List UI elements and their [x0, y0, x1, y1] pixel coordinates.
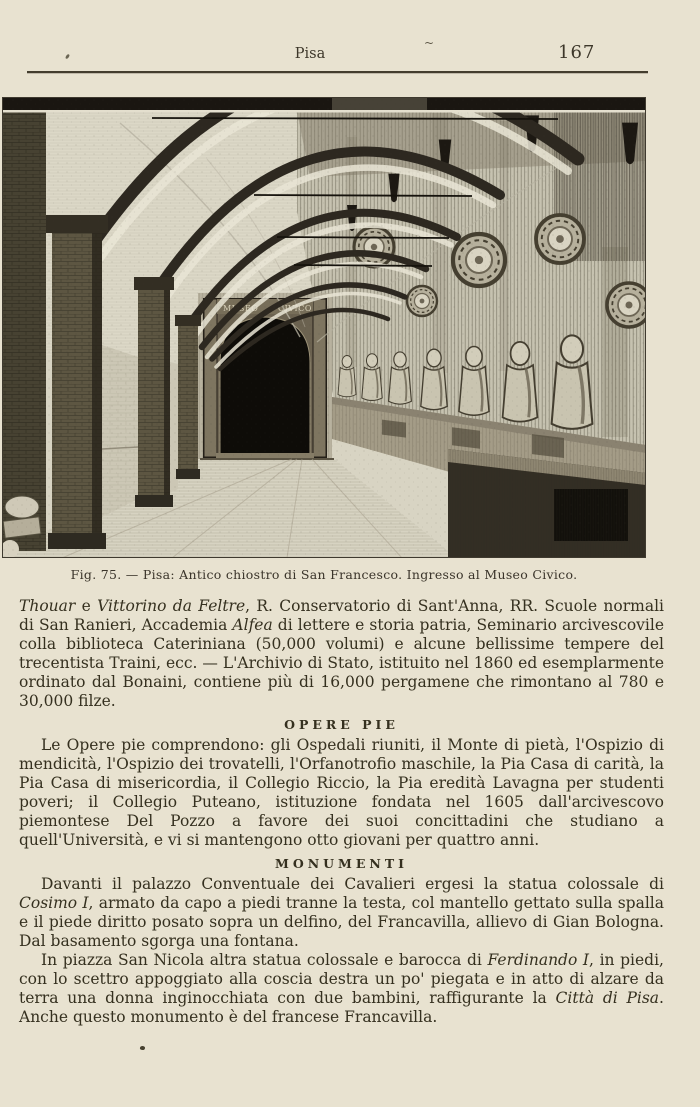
body-text	[19, 597, 664, 1027]
door-inscription-left: MUSEO	[223, 304, 259, 313]
section-heading: MONUMENTI	[275, 856, 408, 871]
body-paragraph: Thouar e Vittorino da Feltre, R. Conservatorio di Sant'Anna, RR. Scuole normali di San Ranieri, Accademia Alfea di lettere e storia patria, Seminario arcivescovile colla biblioteca Cateriniana (50,000 volumi) e alcune bellissime tempere del trecentista Traini, ecc. — L'Archivio di Stato, istituito nel 1860 ed esemplarmente ordinato dal Bonaini, contiene più di 16,000 pergamene che rimontano al 780 e 30,000 filze.	[19, 597, 665, 710]
ink-squiggle-mark: ~	[424, 36, 435, 50]
figure-caption: Fig. 75. — Pisa: Antico chiostro di San Francesco. Ingresso al Museo Civico.	[70, 567, 578, 582]
body-paragraph: In piazza San Nicola altra statua colossale e barocca di Ferdinando I, in piedi, con lo scettro appoggiato alla coscia destra un po' piegata e in atto di alzare da terra una donna inginocchiata con due bambini, raffigurante la Città di Pisa. Anche questo monumento è del francese Francavilla.	[19, 951, 664, 1026]
door-inscription-right: CIVICO	[278, 304, 312, 313]
running-head-title: Pisa	[294, 46, 326, 62]
section-heading: OPERE PIE	[284, 717, 399, 732]
ink-speck-bottom	[140, 1045, 146, 1050]
header-divider-rule	[27, 71, 648, 73]
engraving-svg	[2, 97, 646, 558]
cloister-engraving-figure	[2, 97, 646, 558]
body-paragraph: Davanti il palazzo Conventuale dei Cavalieri ergesi la statua colossale di Cosimo I, armato da capo a piedi tranne la testa, col mantello gettato sulla spalla e il piede diritto posato sopra un delfino, del Francavilla, allievo di Gian Bologna. Dal basamento sgorga una fontana.	[19, 875, 664, 950]
page-number: 167	[558, 42, 596, 63]
body-paragraph: Le Opere pie comprendono: gli Ospedali riuniti, il Monte di pietà, l'Ospizio di mendicità, l'Ospizio dei trovatelli, l'Orfanotrofio maschile, la Pia Casa di carità, la Pia Casa di misericordia, il Collegio Riccio, la Pia eredità Lavagna per studenti poveri; il Collegio Puteano, istituzione fondata nel 1605 dall'arcivescovo piemontese Del Pozzo a favore dei suoi concittadini che studiano a quell'Università, e vi si mantengono otto giovani per quattro anni.	[19, 736, 664, 849]
